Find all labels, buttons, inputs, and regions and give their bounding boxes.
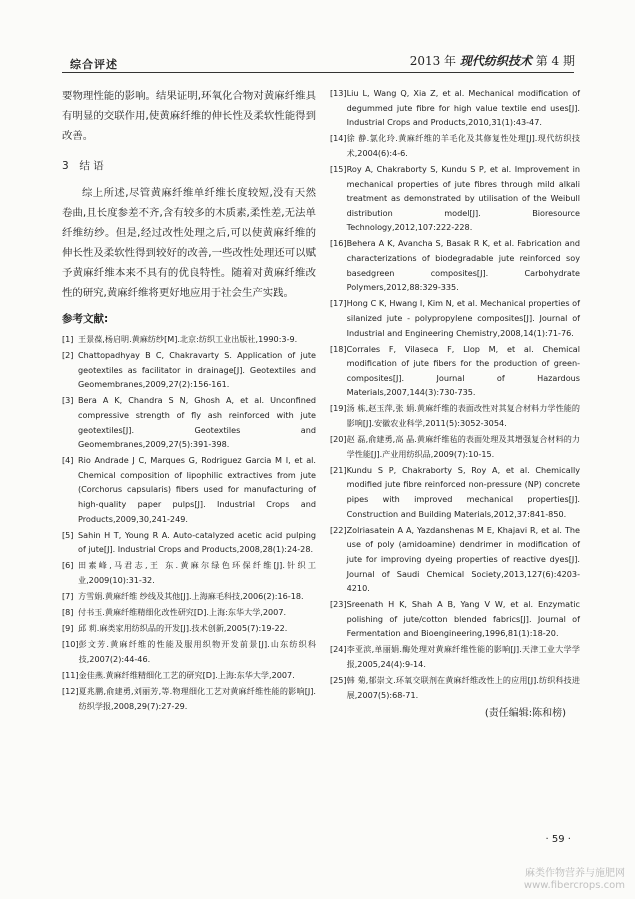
watermark-text: 麻类作物营养与施肥网	[525, 868, 625, 879]
reference-text: Bera A K, Chandra S N, Ghosh A, et al. Unconfined compressive strength of fly ash reinforced with jute geotextiles[J]. Geotextiles and Geomembranes,2009,27(5):391-398.	[78, 395, 316, 450]
conclusion-paragraph: 综上所述,尽管黄麻纤维单纤维长度较短,没有天然卷曲,且长度参差不齐,含有较多的木质素,柔性差,无法单纤维纺纱。但是,经过改性处理之后,可以使黄麻纤维的伸长性及柔软性得到较好的改善,一些改性处理还可以赋予黄麻纤维本来不具有的优良特性。随着对黄麻纤维改性的研究,黄麻纤维将更好地应用于社会生产实践。	[62, 187, 316, 299]
reference-item	[330, 432, 580, 461]
reference-text: 田素峰,马君志,王 东.黄麻尔绿色环保纤维[J].针织工业,2009(10):31-32.	[78, 560, 316, 585]
reference-text: Zolriasatein A A, Yazdanshenas M E, Khajavi R, et al. The use of poly (amidoamine) dendrimer in modification of jute for improving dyeing properties of reactive dyes[J]. Journal of Saudi Chemical Society,2013,127(6):4203-4210.	[346, 524, 580, 594]
reference-text: 徐 静.氯化玲.黄麻纤维的羊毛化及其修复性处理[J].现代纺织技术,2004(6):4-6.	[346, 133, 580, 158]
reference-item	[330, 162, 580, 235]
reference-item	[330, 86, 580, 130]
reference-text: 汤 栋,赵玉萍,张 娟.黄麻纤维的表面改性对其复合材料力学性能的影响[J].安徽农业科学,2011(5):3052-3054.	[346, 403, 580, 429]
reference-item	[62, 332, 316, 347]
reference-item	[62, 558, 316, 587]
reference-number: [9]	[62, 623, 74, 634]
reference-item	[330, 236, 580, 294]
reference-text: 夏兆鹏,俞建勇,刘丽芳,等.物理细化工艺对黄麻纤维性能的影响[J].纺织学报,2008,29(7):27-29.	[78, 686, 316, 711]
reference-number: [20]	[330, 434, 347, 445]
reference-number: [17]	[330, 298, 347, 309]
references-title: 参考文献:	[62, 313, 109, 325]
header-journal: 现代纺织技术	[459, 54, 532, 68]
section-label: 综合评述	[70, 58, 118, 71]
reference-text: 付书玉.黄麻纤维精细化改性研究[D].上海:东华大学,2007.	[78, 607, 287, 618]
reference-text: Corrales F, Vilaseca F, Llop M, et al. Chemical modification of jute fibers for the production of green-composites[J]. Journal of Hazardous Materials,2007,144(3):730-735.	[346, 343, 580, 398]
reference-number: [15]	[330, 163, 347, 174]
reference-text: Sreenath H K, Shah A B, Yang V W, et al. Enzymatic polishing of jute/cotton blended fabrics[J]. Journal of Fermentation and Bioengineering,1996,81(1):18-20.	[346, 599, 580, 639]
reference-number: [16]	[330, 238, 347, 249]
header-year: 2013 年	[409, 54, 457, 68]
reference-text: 方雪娟.黄麻纤维 纱线及其他[J].上海麻毛科技,2006(2):16-18.	[78, 591, 304, 602]
reference-item	[330, 296, 580, 340]
reference-item	[330, 597, 580, 641]
reference-text: Chattopadhyay B C, Chakravarty S. Application of jute geotextiles as facilitator in drainage[J]. Geotextiles and Geomembranes,2009,27(2):156-161.	[78, 350, 316, 390]
section-number: 3	[62, 160, 69, 172]
reference-item	[330, 342, 580, 400]
reference-text: 金佳燕.黄麻纤维精细化工艺的研究[D].上海:东华大学,2007.	[78, 670, 295, 681]
reference-number: [23]	[330, 599, 347, 610]
reference-text: Behera A K, Avancha S, Basak R K, et al. Fabrication and characterizations of biodegradable jute reinforced soy basedgreen composites[J]. Carbohydrate Polymers,2012,88:329-335.	[346, 238, 580, 293]
reference-number: [18]	[330, 343, 347, 354]
reference-item	[62, 348, 316, 392]
reference-text: 彭文芳.黄麻纤维的性能及服用织物开发前景[J].山东纺织科技,2007(2):44-46.	[78, 639, 316, 664]
reference-item	[330, 463, 580, 521]
reference-text: 赵 磊,俞建勇,高 晶.黄麻纤维毡的表面处理及其增强复合材料的力学性能[J].产业用纺织品,2009(7):10-15.	[346, 434, 580, 459]
reference-number: [10]	[62, 639, 79, 650]
section-title: 结 语	[79, 160, 104, 172]
watermark-url: www.fibercrops.com	[523, 880, 625, 891]
reference-number: [25]	[330, 675, 347, 686]
reference-number: [8]	[62, 607, 74, 618]
reference-number: [3]	[62, 395, 74, 406]
reference-number: [2]	[62, 350, 74, 361]
reference-list-right	[330, 86, 580, 702]
reference-number: [5]	[62, 529, 74, 540]
reference-number: [21]	[330, 464, 347, 475]
header-issue: 第 4 期	[535, 54, 575, 68]
reference-text: Sahin H T, Young R A. Auto-catalyzed acetic acid pulping of jute[J]. Industrial Crops and Products,2008,28(1):24-28.	[78, 529, 316, 555]
reference-item	[62, 453, 316, 526]
right-column	[330, 86, 580, 719]
reference-item	[62, 637, 316, 666]
reference-text: 邱 莉.麻类家用纺织品的开发[J].技术创新,2005(7):19-22.	[78, 623, 288, 634]
reference-item	[62, 605, 316, 620]
reference-item	[330, 523, 580, 596]
reference-text: Liu L, Wang Q, Xia Z, et al. Mechanical modification of degummed jute fibre for high value textile end uses[J]. Industrial Crops and Products,2010,31(1):43-47.	[346, 88, 580, 128]
reference-text: Kundu S P, Chakraborty S, Roy A, et al. Chemically modified jute fibre reinforced non-pressure (NP) concrete pipes with improved mechanical properties[J]. Construction and Building Materials,2012,37:841-850.	[346, 464, 580, 519]
reference-number: [19]	[330, 403, 347, 414]
reference-text: 王景葆,杨启明.黄麻纺纱[M].北京:纺织工业出版社,1990:3-9.	[78, 334, 298, 344]
reference-number: [12]	[62, 686, 79, 697]
reference-item	[330, 401, 580, 430]
editor-note: (责任编辑:陈和榜)	[484, 708, 566, 720]
reference-text: Hong C K, Hwang I, Kim N, et al. Mechanical properties of silanized jute - polypropylene composites[J]. Journal of Industrial and Engineering Chemistry,2008,14(1):71-76.	[346, 298, 580, 338]
reference-text: 李亚滨,单丽娟.酶处理对黄麻纤维性能的影响[J].天津工业大学学报,2005,24(4):9-14.	[346, 644, 580, 670]
reference-item	[62, 668, 316, 683]
reference-number: [1]	[62, 334, 74, 344]
reference-number: [7]	[62, 591, 74, 602]
reference-number: [11]	[62, 670, 79, 681]
page-number: · 59 ·	[545, 834, 571, 845]
reference-text: 韩 菊,郁崇文.环氧交联剂在黄麻纤维改性上的应用[J].纺织科技进展,2007(5):68-71.	[346, 675, 580, 700]
reference-item	[330, 642, 580, 671]
reference-item	[62, 528, 316, 557]
reference-number: [4]	[62, 455, 74, 466]
journal-header	[410, 52, 575, 69]
reference-number: [14]	[330, 133, 347, 144]
reference-item	[330, 673, 580, 702]
reference-number: [13]	[330, 88, 347, 98]
intro-paragraph: 要物理性能的影响。结果证明,环氧化合物对黄麻纤维具有明显的交联作用,使黄麻纤维的伸长性及柔软性能得到改善。	[62, 90, 316, 142]
reference-list-left	[62, 332, 316, 713]
reference-item	[62, 684, 316, 713]
reference-number: [6]	[62, 560, 74, 571]
reference-number: [24]	[330, 644, 347, 655]
reference-number: [22]	[330, 524, 347, 535]
section-heading	[62, 158, 316, 173]
reference-item	[330, 131, 580, 160]
header-rule	[62, 72, 574, 73]
reference-item	[62, 621, 316, 636]
reference-text: Rio Andrade J C, Marques G, Rodriguez Garcia M I, et al. Chemical composition of lipophilic extractives from jute (Corchorus capsularis) fibers used for manufacturing of high-quality paper pulps[J]. Industrial Crops and Products,2009,30,241-249.	[78, 455, 316, 524]
reference-item	[62, 589, 316, 604]
reference-item	[62, 393, 316, 451]
left-column	[62, 86, 316, 715]
reference-text: Roy A, Chakraborty S, Kundu S P, et al. Improvement in mechanical properties of jute fibres through mild alkali treatment as demonstrated by utilisation of the Weibull distribution model[J]. Bioresource Technology,2012,107:222-228.	[346, 163, 580, 233]
